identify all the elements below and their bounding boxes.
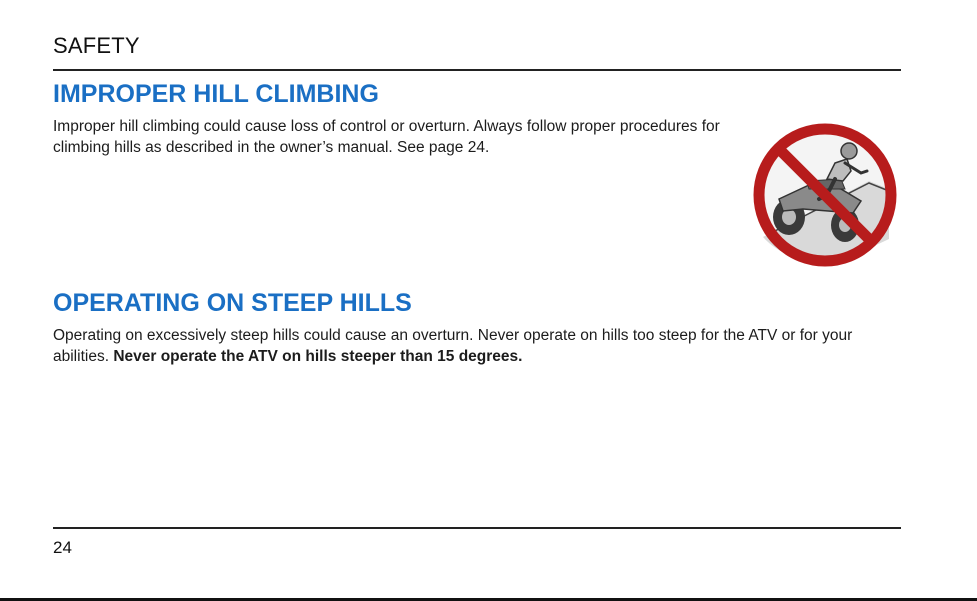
section-header: SAFETY bbox=[53, 33, 140, 58]
paragraph-improper-hill-climbing: Improper hill climbing could cause loss of control or overturn. Always follow proper procedures for climbing hills as described in the owner’s manual. See page 24. bbox=[53, 118, 720, 156]
header-rule bbox=[53, 69, 901, 71]
no-atv-hill-climbing-icon bbox=[749, 119, 901, 271]
warning-bold-text: Never operate the ATV on hills steeper than 15 degrees. bbox=[113, 348, 523, 365]
footer-rule bbox=[53, 527, 901, 529]
heading-improper-hill-climbing: IMPROPER HILL CLIMBING bbox=[53, 80, 379, 108]
heading-operating-on-steep-hills: OPERATING ON STEEP HILLS bbox=[53, 289, 412, 317]
paragraph-operating-on-steep-hills bbox=[53, 325, 903, 367]
paragraph-body-text: Operating on excessively steep hills could cause an overturn. Never operate on hills too steep for the ATV or for your abilities. bbox=[53, 327, 853, 365]
page-number: 24 bbox=[53, 538, 72, 557]
